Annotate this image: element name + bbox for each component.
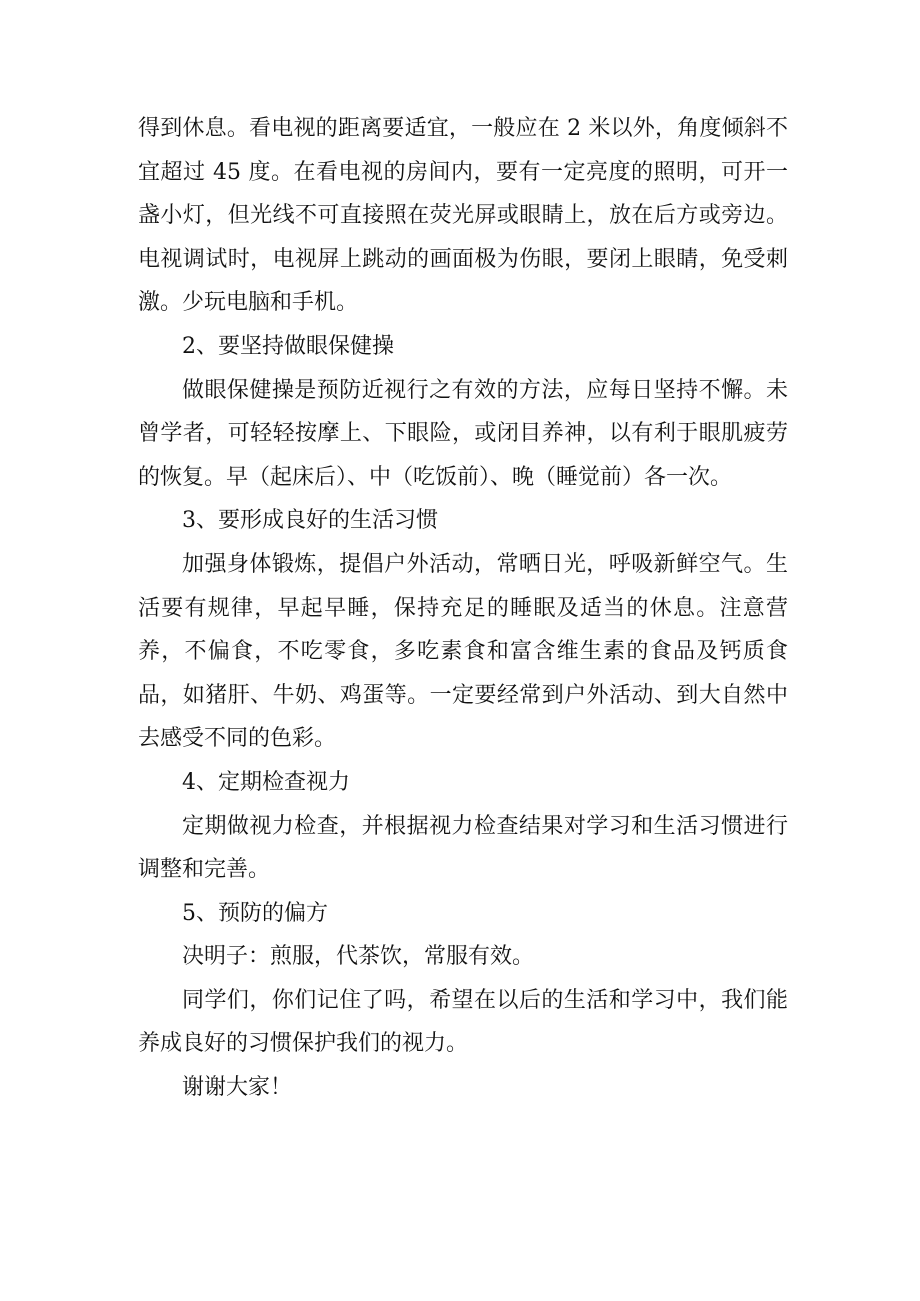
heading-vision-check: 4、定期检查视力 [182, 769, 350, 795]
heading-living-habits: 3、要形成良好的生活习惯 [182, 508, 438, 534]
paragraph-tv-distance: 得到休息。看电视的距离要适宜，一般应在 2 米以外，角度倾斜不宜超过 45 度。在看电视的房间内，要有一定亮度的照明，可开一盏小灯，但光线不可直接照在荧光屏或眼睛上，放在后方或旁边。电视调试时，电视屏上跳动的画面极为伤眼，要闭上眼睛，免受刺激。少玩电脑和手机。 [138, 116, 788, 316]
paragraph-folk-remedy: 决明子：煎服，代茶饮，常服有效。 [182, 944, 535, 970]
paragraph-eye-exercises: 做眼保健操是预防近视行之有效的方法，应每日坚持不懈。未曾学者，可轻轻按摩上、下眼险，或闭目养神，以有利于眼肌疲劳的恢复。早（起床后）、中（吃饭前）、晚（睡觉前）各一次。 [138, 377, 788, 490]
heading-eye-exercises: 2、要坚持做眼保健操 [182, 333, 394, 359]
paragraph-vision-check: 定期做视力检查，并根据视力检查结果对学习和生活习惯进行调整和完善。 [138, 813, 788, 883]
paragraph-living-habits: 加强身体锻炼，提倡户外活动，常晒日光，呼吸新鲜空气。生活要有规律，早起早睡，保持充足的睡眠及适当的休息。注意营养，不偏食，不吃零食，多吃素食和富含维生素的食品及钙质食品，如猪肝、牛奶、鸡蛋等。一定要经常到户外活动、到大自然中去感受不同的色彩。 [138, 551, 788, 752]
heading-folk-remedy: 5、预防的偏方 [182, 900, 328, 926]
paragraph-thanks: 谢谢大家！ [182, 1075, 293, 1101]
document-page [138, 107, 788, 1110]
paragraph-closing-appeal: 同学们，你们记住了吗，希望在以后的生活和学习中，我们能养成良好的习惯保护我们的视力。 [138, 987, 788, 1057]
